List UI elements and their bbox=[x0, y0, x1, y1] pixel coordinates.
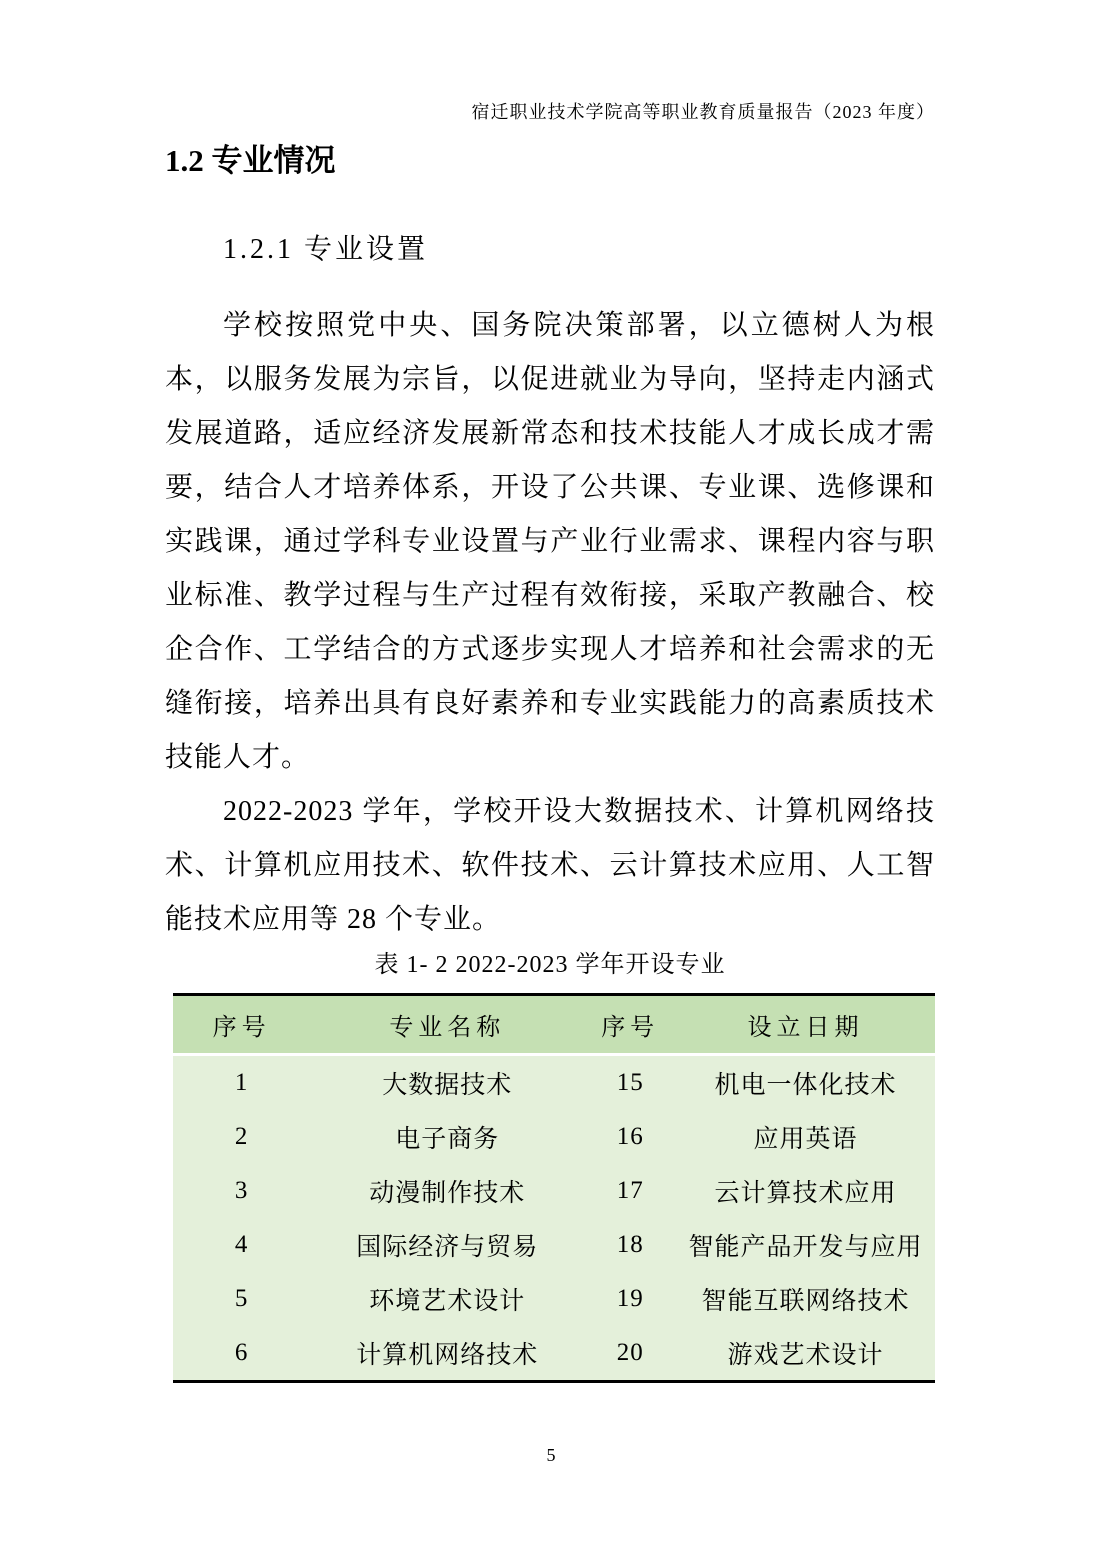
table-cell: 智能产品开发与应用 bbox=[676, 1218, 935, 1272]
table-cell: 17 bbox=[584, 1164, 675, 1218]
table-cell: 19 bbox=[584, 1272, 675, 1326]
table-cell: 1 bbox=[173, 1055, 310, 1111]
table-cell: 18 bbox=[584, 1218, 675, 1272]
table-cell: 动漫制作技术 bbox=[310, 1164, 584, 1218]
table-row bbox=[173, 1326, 935, 1382]
specialties-table bbox=[173, 993, 935, 1383]
table-cell: 5 bbox=[173, 1272, 310, 1326]
table-cell: 游戏艺术设计 bbox=[676, 1326, 935, 1382]
table-cell: 4 bbox=[173, 1218, 310, 1272]
body-paragraph-1: 学校按照党中央、国务院决策部署，以立德树人为根本，以服务发展为宗旨，以促进就业为导向，坚持走内涵式发展道路，适应经济发展新常态和技术技能人才成长成才需要，结合人才培养体系，开设了公共课、专业课、选修课和实践课，通过学科专业设置与产业行业需求、课程内容与职业标准、教学过程与生产过程有效衔接，采取产教融合、校企合作、工学结合的方式逐步实现人才培养和社会需求的无缝衔接，培养出具有良好素养和专业实践能力的高素质技术技能人才。 bbox=[165, 310, 935, 773]
table-cell: 16 bbox=[584, 1110, 675, 1164]
subsection-title: 1.2.1 专业设置 bbox=[223, 234, 429, 265]
table-cell: 3 bbox=[173, 1164, 310, 1218]
table-cell: 15 bbox=[584, 1055, 675, 1111]
table-row bbox=[173, 1164, 935, 1218]
table-header-cell: 序号 bbox=[584, 995, 675, 1055]
table-cell: 2 bbox=[173, 1110, 310, 1164]
page-number: 5 bbox=[546, 1445, 556, 1465]
table-caption: 表 1- 2 2022-2023 学年开设专业 bbox=[374, 952, 726, 978]
body-paragraph-2: 2022-2023 学年，学校开设大数据技术、计算机网络技术、计算机应用技术、软件技术、云计算技术应用、人工智能技术应用等 28 个专业。 bbox=[165, 796, 935, 935]
table-row bbox=[173, 1110, 935, 1164]
table-header-cell: 序号 bbox=[173, 995, 310, 1055]
running-header: 宿迁职业技术学院高等职业教育质量报告（2023 年度） bbox=[471, 102, 935, 122]
table-cell: 电子商务 bbox=[310, 1110, 584, 1164]
table-header-row bbox=[173, 995, 935, 1055]
table-cell: 环境艺术设计 bbox=[310, 1272, 584, 1326]
table-cell: 应用英语 bbox=[676, 1110, 935, 1164]
table-cell: 计算机网络技术 bbox=[310, 1326, 584, 1382]
section-title: 1.2 专业情况 bbox=[165, 143, 336, 178]
table-cell: 大数据技术 bbox=[310, 1055, 584, 1111]
table-cell: 国际经济与贸易 bbox=[310, 1218, 584, 1272]
table-cell: 6 bbox=[173, 1326, 310, 1382]
table-cell: 机电一体化技术 bbox=[676, 1055, 935, 1111]
table-row bbox=[173, 1055, 935, 1111]
table-cell: 云计算技术应用 bbox=[676, 1164, 935, 1218]
table-row bbox=[173, 1218, 935, 1272]
table-header-cell: 设立日期 bbox=[676, 995, 935, 1055]
table-cell: 20 bbox=[584, 1326, 675, 1382]
table-row bbox=[173, 1272, 935, 1326]
table-header-cell: 专业名称 bbox=[310, 995, 584, 1055]
table-cell: 智能互联网络技术 bbox=[676, 1272, 935, 1326]
